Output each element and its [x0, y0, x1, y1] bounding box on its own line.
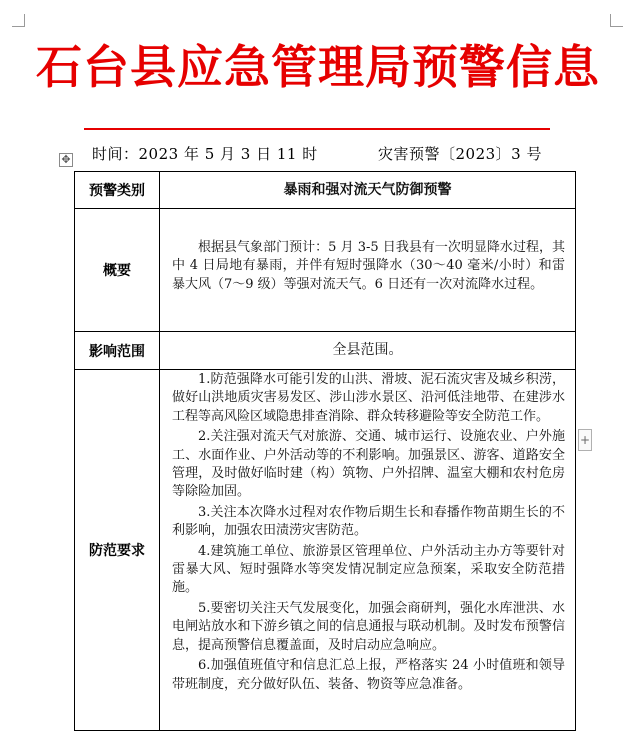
requirement-item: 1.防范强降水可能引发的山洪、滑坡、泥石流灾害及城乡积涝，做好山洪地质灾害易发区、涉山涉水景区、沿河低洼地带、在建涉水工程等高风险区域隐患排查消除、群众转移避险等安全防范工作。 — [172, 372, 565, 424]
red-divider-line — [84, 128, 550, 130]
table-move-handle-icon[interactable]: ✥ — [59, 153, 73, 167]
row-label: 预警类别 — [75, 172, 160, 208]
table-row-scope — [75, 331, 575, 369]
row-label: 概要 — [75, 209, 160, 331]
warning-category-value: 暴雨和强对流天气防御预警 — [283, 181, 452, 198]
page-corner-mark-right — [610, 14, 623, 27]
summary-cell — [160, 209, 575, 331]
requirement-item: 6.加强值班值守和信息汇总上报，严格落实 24 小时值班和领导带班制度，充分做好队伍、装备、物资等应急准备。 — [172, 658, 565, 692]
scope-value: 全县范围。 — [332, 342, 403, 359]
issue-time: 时间：2023 年 5 月 3 日 11 时 — [92, 145, 318, 163]
summary-text: 根据县气象部门预计：5 月 3-5 日我县有一次明显降水过程，其中 4 日局地有暴雨，并伴有短时强降水（30～40 毫米/小时）和雷暴大风（7～9 级）等强对流天气。6 日还有一次对流降水过程。 — [172, 240, 565, 292]
requirement-item: 2.关注强对流天气对旅游、交通、城市运行、设施农业、户外施工、水面作业、户外活动等的不利影响。加强景区、游客、道路安全管理，及时做好临时建（构）筑物、户外招牌、温室大棚和农村危房等除险加固。 — [172, 429, 565, 500]
requirement-item: 3.关注本次降水过程对农作物后期生长和春播作物苗期生长的不利影响，加强农田渍涝灾害防范。 — [172, 504, 565, 539]
requirement-item: 5.要密切关注天气发展变化，加强会商研判，强化水库泄洪、水电闸站放水和下游乡镇之间的信息通报与联动机制。及时发布预警信息，提高预警信息覆盖面，及时启动应急响应。 — [172, 600, 565, 653]
document-title: 石台县应急管理局预警信息 — [36, 40, 600, 94]
requirements-cell — [160, 370, 575, 730]
table-row-requirements — [75, 369, 575, 730]
add-row-icon[interactable]: + — [578, 429, 592, 451]
table-row-summary — [75, 208, 575, 331]
row-label: 影响范围 — [75, 332, 160, 369]
document-number: 灾害预警〔2023〕3 号 — [378, 145, 542, 163]
warning-table — [74, 171, 576, 731]
requirement-item: 4.建筑施工单位、旅游景区管理单位、户外活动主办方等要针对雷暴大风、短时强降水等突发情况制定应急预案，采取安全防范措施。 — [172, 543, 565, 596]
row-label: 防范要求 — [75, 370, 160, 730]
page-corner-mark-left — [12, 14, 25, 27]
table-row-category — [75, 172, 575, 208]
